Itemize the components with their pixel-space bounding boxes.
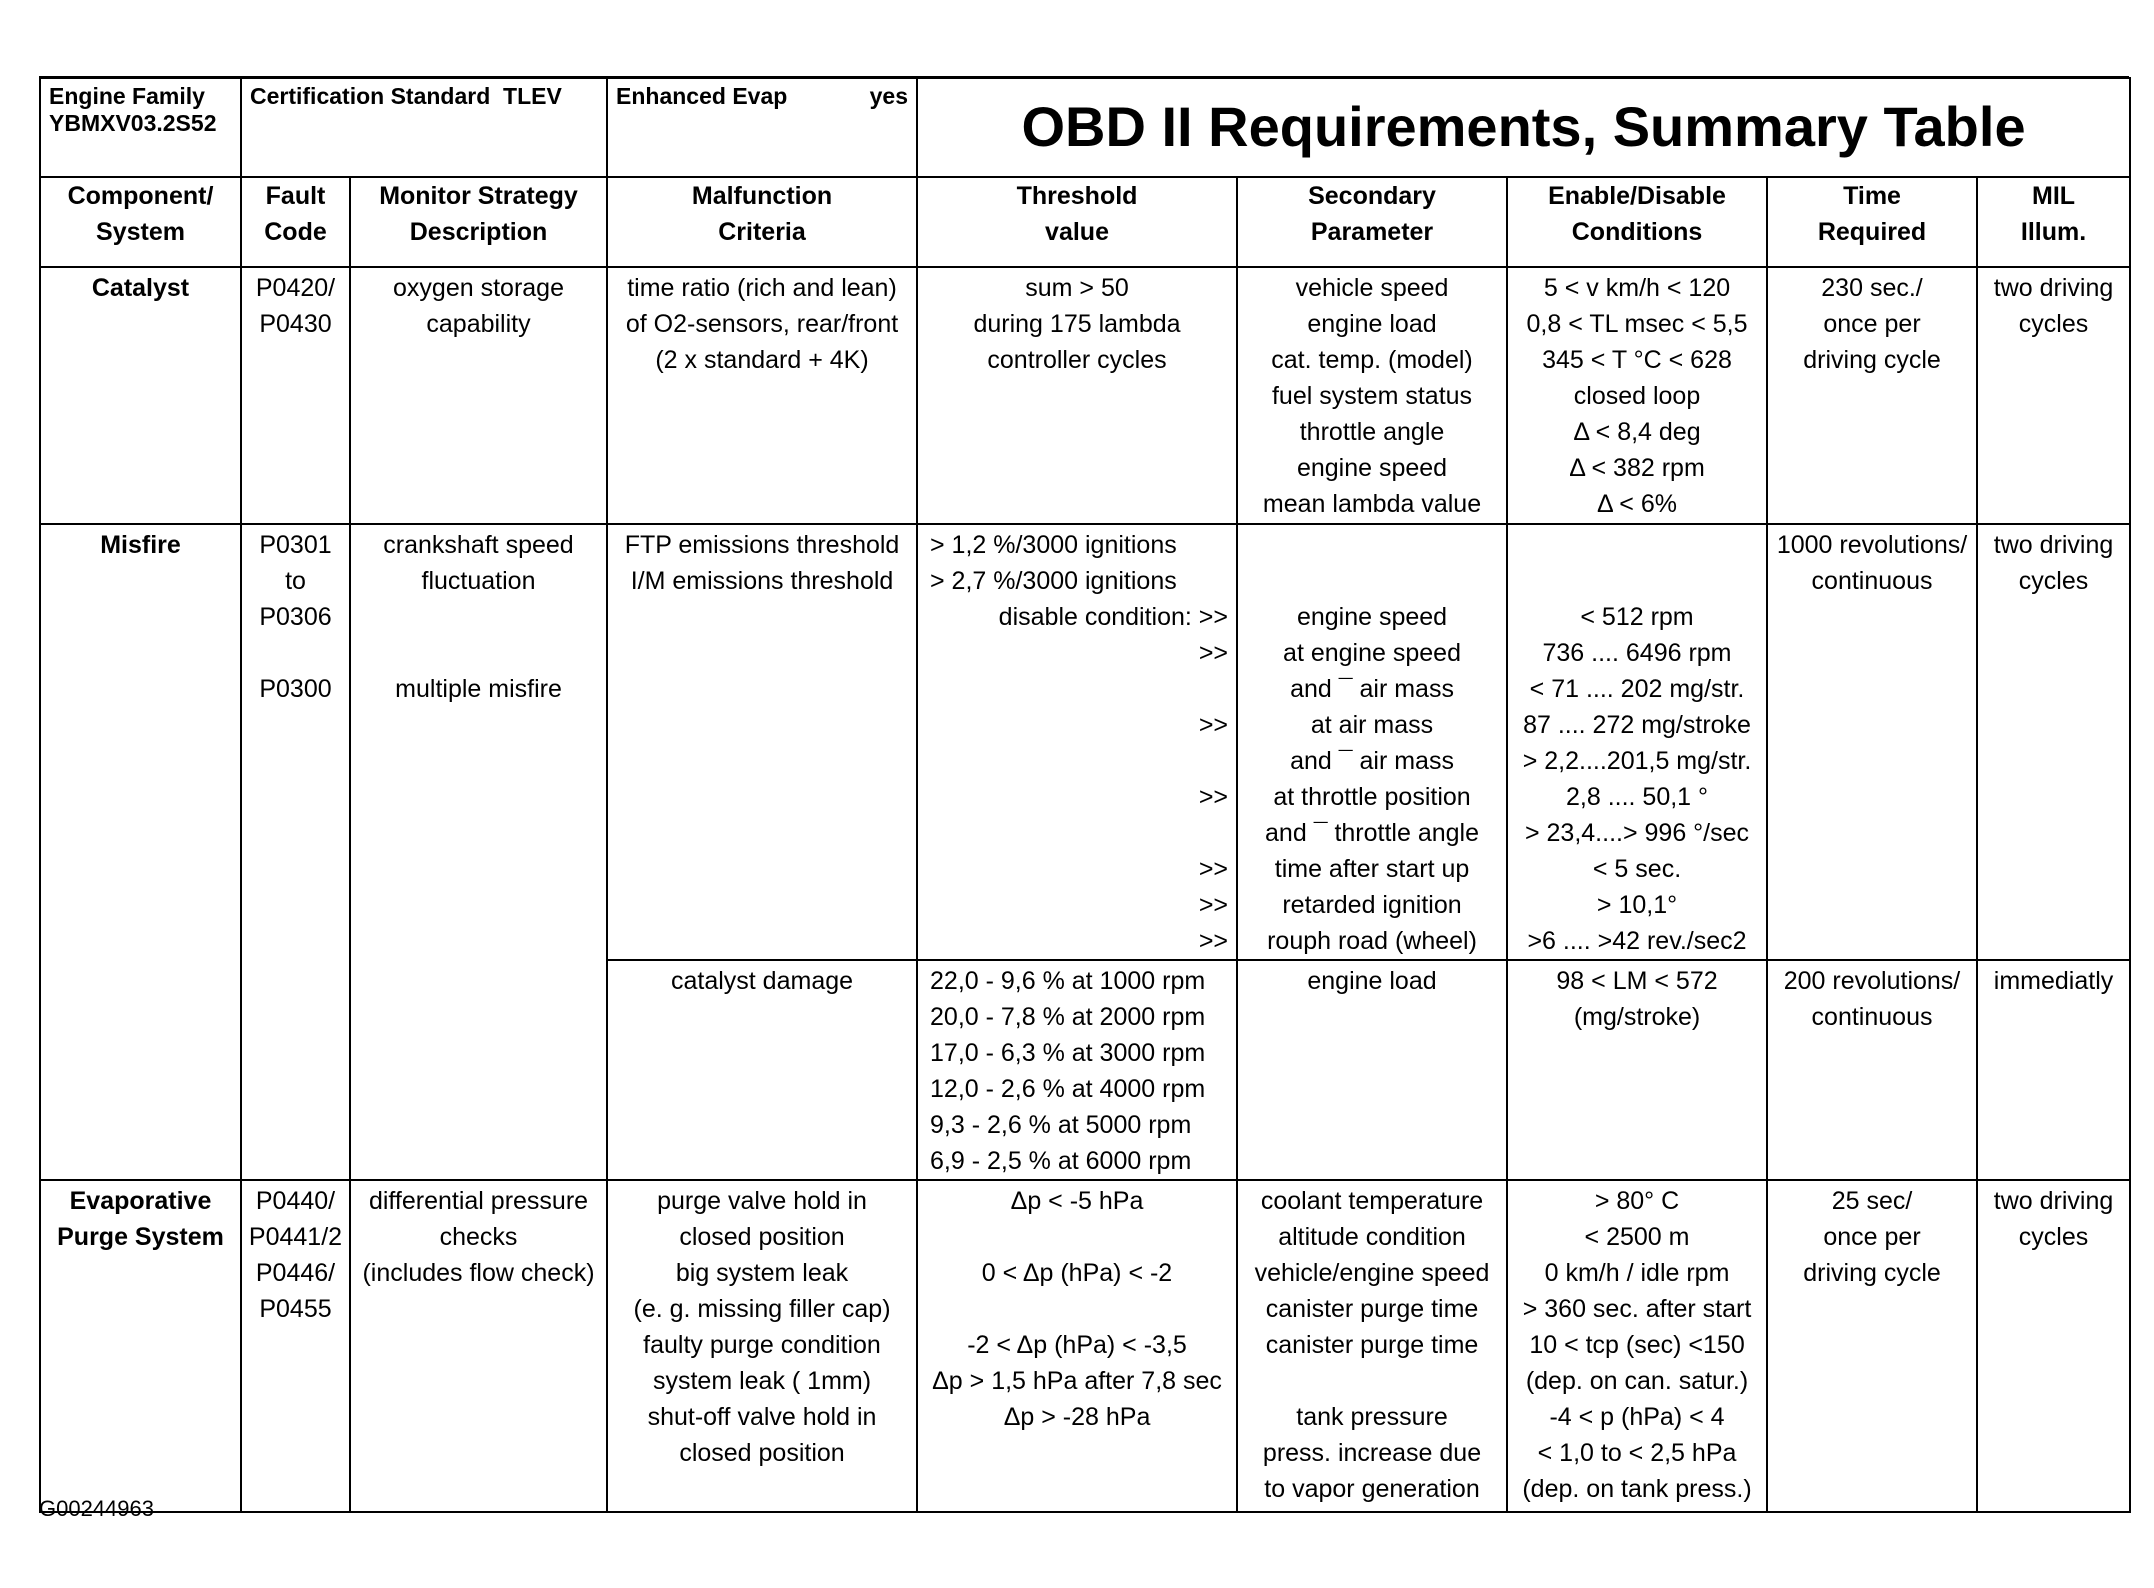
catalyst-secondary — [1237, 267, 1507, 524]
cell-line: Conditions — [1571, 218, 1703, 246]
cell-line: retarded ignition — [1282, 891, 1462, 919]
cell-line: 736 .... 6496 rpm — [1542, 639, 1732, 667]
cell-line: two driving — [1993, 1187, 2114, 1215]
cell-line: 2,8 .... 50,1 ° — [1566, 783, 1709, 811]
cell-line: > 360 sec. after start — [1522, 1295, 1752, 1323]
cell-line: shut-off valve hold in — [647, 1403, 877, 1431]
cell-line: Illum. — [2020, 218, 2087, 246]
cell-line: and ¯ air mass — [1290, 675, 1454, 703]
cell-line: 6,9 - 2,5 % at 6000 rpm — [930, 1147, 1192, 1175]
cell-line: rouph road (wheel) — [1267, 927, 1477, 955]
cell-line: Monitor Strategy — [379, 182, 578, 210]
cell-line: faulty purge condition — [643, 1331, 881, 1359]
cell-line: at air mass — [1310, 711, 1434, 739]
cell-line: value — [1045, 218, 1109, 246]
cell-line: (2 x standard + 4K) — [655, 346, 869, 374]
catalyst-time — [1767, 267, 1977, 524]
cell-line: > 2,7 %/3000 ignitions — [930, 567, 1177, 595]
cell-line: 0,8 < TL msec < 5,5 — [1526, 310, 1748, 338]
col-header-enable-conditions — [1507, 177, 1767, 267]
cell-line: -2 < Δp (hPa) < -3,5 — [967, 1331, 1187, 1359]
cell-line: cycles — [2018, 567, 2089, 595]
cell-line: >> — [1198, 891, 1229, 919]
page-title: OBD II Requirements, Summary Table — [917, 77, 2130, 177]
cell-line: controller cycles — [987, 346, 1167, 374]
cell-line: 0 < Δp (hPa) < -2 — [981, 1259, 1173, 1287]
cell-line: >> — [1198, 783, 1229, 811]
cell-line: to vapor generation — [1264, 1475, 1480, 1503]
catalyst-threshold — [917, 267, 1237, 524]
cell-line: continuous — [1811, 1003, 1933, 1031]
cell-line: >6 .... >42 rev./sec2 — [1527, 927, 1747, 955]
misfire-threshold — [917, 524, 1237, 960]
cell-line: FTP emissions threshold — [624, 531, 900, 559]
cell-line: engine load — [1307, 310, 1437, 338]
cell-line: coolant temperature — [1260, 1187, 1484, 1215]
cell-line — [1508, 527, 1766, 563]
cell-line: engine speed — [1296, 603, 1448, 631]
col-header-threshold — [917, 177, 1237, 267]
cell-line: Δp > 1,5 hPa after 7,8 sec — [932, 1367, 1222, 1395]
cell-line: < 71 .... 202 mg/str. — [1529, 675, 1745, 703]
cell-line: of O2-sensors, rear/front — [625, 310, 899, 338]
cell-line: fuel system status — [1271, 382, 1473, 410]
cell-line: Secondary — [1308, 182, 1436, 210]
cell-line: cycles — [2018, 1223, 2089, 1251]
cell-line: P0430 — [259, 310, 332, 338]
cell-line: 12,0 - 2,6 % at 4000 rpm — [930, 1075, 1206, 1103]
cell-line: immediatly — [1993, 967, 2114, 995]
cell-line: (dep. on tank press.) — [1522, 1475, 1752, 1503]
cell-line: 1000 revolutions/ — [1776, 531, 1968, 559]
evap-criteria — [607, 1180, 917, 1512]
misfire-strategy — [350, 524, 607, 1180]
cell-line: checks — [439, 1223, 518, 1251]
catalyst-damage-time — [1767, 960, 1977, 1180]
cell-line: (dep. on can. satur.) — [1525, 1367, 1749, 1395]
cell-line: 200 revolutions/ — [1783, 967, 1961, 995]
cell-line: closed position — [679, 1439, 845, 1467]
cell-line: fluctuation — [421, 567, 536, 595]
cell-line — [918, 1219, 1236, 1255]
cell-line: at throttle position — [1273, 783, 1471, 811]
cell-line: Threshold — [1016, 182, 1138, 210]
cell-line: Fault — [265, 182, 326, 210]
col-header-component — [40, 177, 241, 267]
cell-line: closed loop — [1573, 382, 1701, 410]
cell-line: (e. g. missing filler cap) — [633, 1295, 891, 1323]
cell-line: Criteria — [718, 218, 806, 246]
cell-line: P0455 — [259, 1295, 332, 1323]
cell-line: >> — [1198, 855, 1229, 883]
col-header-time-required — [1767, 177, 1977, 267]
cell-line: Enable/Disable — [1548, 182, 1726, 210]
cell-line: 9,3 - 2,6 % at 5000 rpm — [930, 1111, 1192, 1139]
engine-family-value: YBMXV03.2S52 — [49, 110, 217, 136]
cell-line — [351, 599, 606, 635]
cell-line: Time — [1843, 182, 1901, 210]
cell-line: 25 sec/ — [1831, 1187, 1913, 1215]
cell-line: P0440/ — [255, 1187, 336, 1215]
cell-line — [918, 671, 1236, 707]
cell-line: Description — [409, 218, 548, 246]
column-header-row — [40, 177, 2130, 267]
cell-line — [918, 815, 1236, 851]
obd-requirements-table — [39, 76, 2131, 1513]
cell-line — [1238, 1363, 1506, 1399]
catalyst-damage-mil — [1977, 960, 2130, 1180]
cell-line: 5 < v km/h < 120 — [1543, 274, 1731, 302]
cell-line — [1508, 563, 1766, 599]
evap-secondary — [1237, 1180, 1507, 1512]
cell-line: I/M emissions threshold — [630, 567, 894, 595]
cell-line: MIL — [2032, 182, 2076, 210]
catalyst-criteria — [607, 267, 917, 524]
cell-line: differential pressure — [368, 1187, 589, 1215]
cell-line: < 5 sec. — [1592, 855, 1682, 883]
cell-line: 0 km/h / idle rpm — [1544, 1259, 1730, 1287]
cell-line: driving cycle — [1803, 346, 1941, 374]
engine-family-label: Engine Family — [49, 83, 205, 109]
cell-line: Catalyst — [91, 274, 190, 302]
cell-line: -4 < p (hPa) < 4 — [1549, 1403, 1725, 1431]
cell-line: big system leak — [675, 1259, 849, 1287]
catalyst-strategy — [350, 267, 607, 524]
certification-cell — [241, 77, 607, 177]
cell-line: press. increase due — [1262, 1439, 1482, 1467]
evap-component — [40, 1180, 241, 1512]
cell-line: 20,0 - 7,8 % at 2000 rpm — [930, 1003, 1206, 1031]
cell-line: >> — [1198, 639, 1229, 667]
cell-line: > 1,2 %/3000 ignitions — [930, 531, 1177, 559]
cell-line: System — [96, 218, 185, 246]
misfire-fault-code — [241, 524, 350, 1180]
cell-line: < 2500 m — [1584, 1223, 1690, 1251]
cell-line — [918, 743, 1236, 779]
catalyst-damage-secondary — [1237, 960, 1507, 1180]
catalyst-damage-threshold — [917, 960, 1237, 1180]
enhanced-evap-value: yes — [869, 83, 909, 109]
cell-line: altitude condition — [1278, 1223, 1466, 1251]
table-row-evaporative-purge — [40, 1180, 2130, 1512]
catalyst-mil — [1977, 267, 2130, 524]
misfire-time — [1767, 524, 1977, 960]
cell-line: engine speed — [1296, 454, 1448, 482]
cell-line: once per — [1823, 310, 1921, 338]
cell-line: continuous — [1811, 567, 1933, 595]
cell-line: Purge System — [57, 1223, 224, 1251]
cell-line: canister purge time — [1265, 1295, 1479, 1323]
table-row-misfire — [40, 524, 2130, 960]
cell-line: cat. temp. (model) — [1271, 346, 1473, 374]
cell-line — [1238, 527, 1506, 563]
cell-line — [1238, 563, 1506, 599]
col-header-fault-code — [241, 177, 350, 267]
misfire-disable-markers — [918, 599, 1236, 959]
cell-line: < 512 rpm — [1580, 603, 1694, 631]
cell-line: 98 < LM < 572 — [1556, 967, 1718, 995]
cell-line: at engine speed — [1283, 639, 1461, 667]
cell-line: time after start up — [1274, 855, 1470, 883]
cell-line: >> — [1198, 711, 1229, 739]
misfire-criteria — [607, 524, 917, 960]
table-row-catalyst — [40, 267, 2130, 524]
cell-line: and ¯ throttle angle — [1265, 819, 1479, 847]
cell-line: 10 < tcp (sec) <150 — [1529, 1331, 1745, 1359]
catalyst-fault-code — [241, 267, 350, 524]
cell-line: capability — [426, 310, 531, 338]
catalyst-conditions — [1507, 267, 1767, 524]
misfire-mil — [1977, 524, 2130, 960]
cell-line: Δ < 6% — [1597, 490, 1677, 518]
cell-line: once per — [1823, 1223, 1921, 1251]
cell-line: (includes flow check) — [362, 1259, 595, 1287]
catalyst-damage-criteria — [607, 960, 917, 1180]
cell-line: Parameter — [1310, 218, 1434, 246]
misfire-component — [40, 524, 241, 1180]
header-row — [40, 77, 2130, 177]
cell-line: Δ < 382 rpm — [1569, 454, 1705, 482]
evap-mil — [1977, 1180, 2130, 1512]
cell-line: mean lambda value — [1262, 490, 1482, 518]
cell-line: Malfunction — [691, 182, 833, 210]
cell-line: 87 .... 272 mg/stroke — [1523, 711, 1751, 739]
misfire-secondary — [1237, 524, 1507, 960]
evap-fault-code — [241, 1180, 350, 1512]
cell-line: 17,0 - 6,3 % at 3000 rpm — [930, 1039, 1206, 1067]
cell-line: multiple misfire — [395, 675, 562, 703]
col-header-malfunction-criteria — [607, 177, 917, 267]
cell-line: oxygen storage — [393, 274, 564, 302]
cell-line: purge valve hold in — [657, 1187, 867, 1215]
cell-line: Δ < 8,4 deg — [1573, 418, 1701, 446]
cell-line: > 80° C — [1594, 1187, 1680, 1215]
cell-line: Δp > -28 hPa — [1003, 1403, 1151, 1431]
misfire-conditions — [1507, 524, 1767, 960]
document-id: G00244963 — [39, 1496, 154, 1521]
cell-line: vehicle speed — [1295, 274, 1449, 302]
enhanced-evap-label: Enhanced Evap — [616, 83, 788, 109]
cell-line: Required — [1817, 218, 1927, 246]
cell-line: engine load — [1307, 967, 1437, 995]
certification-label: Certification Standard — [250, 83, 491, 109]
cell-line: Component/ — [67, 182, 214, 210]
evap-threshold — [917, 1180, 1237, 1512]
cell-line: time ratio (rich and lean) — [627, 274, 897, 302]
cell-line: P0301 — [259, 531, 332, 559]
cell-line: vehicle/engine speed — [1254, 1259, 1490, 1287]
misfire-threshold-values — [918, 527, 1236, 599]
cell-line: P0446/ — [255, 1259, 336, 1287]
cell-line: > 10,1° — [1596, 891, 1678, 919]
cell-line: Evaporative — [69, 1187, 212, 1215]
cell-line: Misfire — [100, 531, 181, 559]
cell-line: driving cycle — [1803, 1259, 1941, 1287]
cell-line: > 2,2....201,5 mg/str. — [1522, 747, 1752, 775]
cell-line: P0420/ — [255, 274, 336, 302]
catalyst-damage-conditions — [1507, 960, 1767, 1180]
cell-line: P0441/2 — [248, 1223, 343, 1251]
cell-line: < 1,0 to < 2,5 hPa — [1537, 1439, 1737, 1467]
cell-line — [351, 635, 606, 671]
cell-line: catalyst damage — [670, 967, 854, 995]
cell-line: P0300 — [259, 675, 332, 703]
cell-line: system leak ( 1mm) — [652, 1367, 872, 1395]
col-header-mil — [1977, 177, 2130, 267]
cell-line: 230 sec./ — [1821, 274, 1923, 302]
cell-line: >> — [1198, 927, 1229, 955]
cell-line — [918, 1291, 1236, 1327]
cell-line: cycles — [2018, 310, 2089, 338]
cell-line: > 23,4....> 996 °/sec — [1524, 819, 1750, 847]
cell-line: (mg/stroke) — [1573, 1003, 1701, 1031]
cell-line: P0306 — [259, 603, 332, 631]
cell-line: canister purge time — [1265, 1331, 1479, 1359]
cell-line: two driving — [1993, 531, 2114, 559]
cell-line: disable condition: >> — [998, 603, 1229, 631]
cell-line: crankshaft speed — [383, 531, 574, 559]
evap-time — [1767, 1180, 1977, 1512]
cell-line: and ¯ air mass — [1290, 747, 1454, 775]
cell-line: Δp < -5 hPa — [1010, 1187, 1144, 1215]
cell-line: to — [285, 567, 306, 595]
cell-line: tank pressure — [1296, 1403, 1448, 1431]
cell-line: 345 < T °C < 628 — [1542, 346, 1732, 374]
cell-line: sum > 50 — [1025, 274, 1129, 302]
cell-line — [242, 635, 349, 671]
cell-line: two driving — [1993, 274, 2114, 302]
cell-line: closed position — [679, 1223, 845, 1251]
cell-line: 22,0 - 9,6 % at 1000 rpm — [930, 967, 1206, 995]
cell-line: throttle angle — [1299, 418, 1445, 446]
enhanced-evap-cell — [607, 77, 917, 177]
certification-value: TLEV — [503, 83, 562, 109]
engine-family-cell — [40, 77, 241, 177]
cell-line: during 175 lambda — [973, 310, 1181, 338]
col-header-secondary-parameter — [1237, 177, 1507, 267]
catalyst-component — [40, 267, 241, 524]
evap-conditions — [1507, 1180, 1767, 1512]
cell-line: Code — [264, 218, 327, 246]
evap-strategy — [350, 1180, 607, 1512]
col-header-monitor-strategy — [350, 177, 607, 267]
